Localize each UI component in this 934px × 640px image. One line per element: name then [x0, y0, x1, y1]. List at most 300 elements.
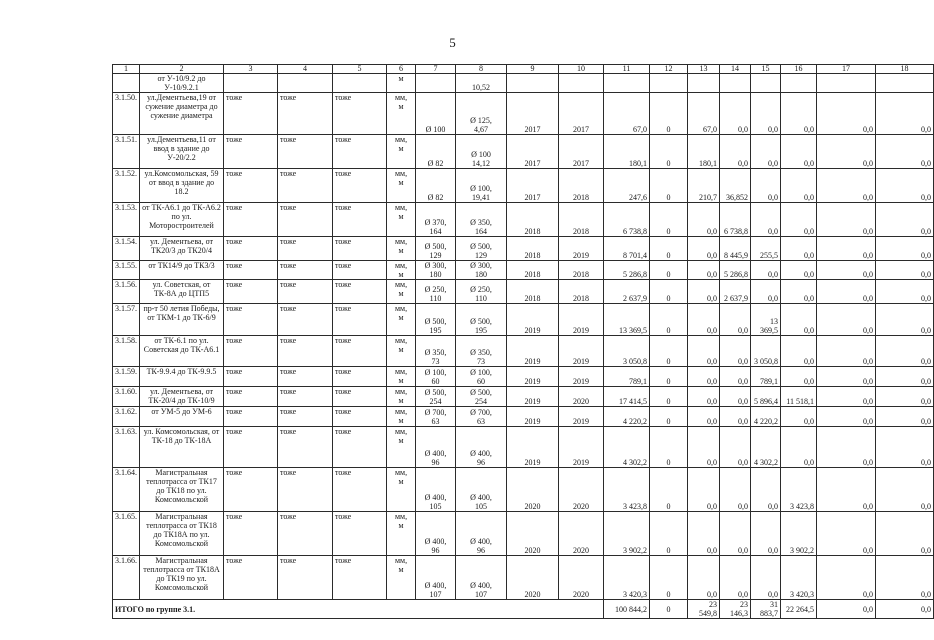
table-cell: 180,1	[688, 135, 720, 169]
table-cell: тоже	[333, 169, 387, 203]
table-cell: мм, м	[387, 512, 416, 556]
table-cell: 67,0	[604, 93, 650, 135]
table-cell: 210,7	[688, 169, 720, 203]
table-row	[113, 93, 934, 135]
table-cell: мм, м	[387, 367, 416, 387]
table-cell: Ø 100, 19,41	[456, 169, 507, 203]
column-number-row	[113, 65, 934, 74]
table-cell: 0,0	[817, 169, 876, 203]
table-cell: 0	[650, 556, 688, 600]
table-cell: 0,0	[876, 556, 934, 600]
table-row	[113, 512, 934, 556]
table-cell: 0,0	[720, 427, 751, 468]
column-number: 10	[559, 65, 604, 74]
column-number: 17	[817, 65, 876, 74]
table-cell: 0,0	[817, 336, 876, 367]
table-cell: тоже	[224, 304, 278, 336]
table-cell: 0,0	[688, 427, 720, 468]
table-cell: 0,0	[688, 512, 720, 556]
table-cell: Ø 400, 107	[416, 556, 456, 600]
table-cell: 2018	[559, 203, 604, 237]
table-cell: 0,0	[817, 304, 876, 336]
table-cell: 0,0	[720, 135, 751, 169]
table-cell: 2020	[507, 512, 559, 556]
column-number: 3	[224, 65, 278, 74]
table-cell: тоже	[333, 261, 387, 280]
table-cell: 2019	[559, 427, 604, 468]
table-cell: 3 423,8	[781, 468, 817, 512]
table-cell: 3 420,3	[781, 556, 817, 600]
table-row	[113, 407, 934, 427]
row-number: 3.1.57.	[113, 304, 140, 336]
total-value: 100 844,2	[604, 600, 650, 619]
table-cell: 2018	[559, 280, 604, 304]
object-name: ул. Советская, от ТК-8А до ЦТП5	[140, 280, 224, 304]
table-cell: 2020	[559, 512, 604, 556]
row-number: 3.1.53.	[113, 203, 140, 237]
table-cell: 0,0	[688, 468, 720, 512]
table-cell: 0,0	[781, 280, 817, 304]
table-cell: тоже	[224, 468, 278, 512]
total-value: 31 883,7	[751, 600, 781, 619]
table-cell: 0,0	[781, 407, 817, 427]
table-cell: тоже	[333, 407, 387, 427]
table-cell: тоже	[224, 336, 278, 367]
table-cell: тоже	[333, 336, 387, 367]
table-cell: 0	[650, 427, 688, 468]
table-cell: Ø 500, 254	[416, 387, 456, 407]
total-value: 0	[650, 600, 688, 619]
table-cell: тоже	[224, 93, 278, 135]
table-cell: 2019	[559, 367, 604, 387]
table-cell: 67,0	[688, 93, 720, 135]
table-cell: 0,0	[688, 237, 720, 261]
object-name: Магистральная теплотрасса от ТК18А до ТК19 по ул. Комсомольской	[140, 556, 224, 600]
table-cell: 3 902,2	[604, 512, 650, 556]
table-cell: 0,0	[751, 93, 781, 135]
table-cell: мм, м	[387, 135, 416, 169]
table-row	[113, 135, 934, 169]
table-cell: Ø 500, 254	[456, 387, 507, 407]
table-cell: тоже	[333, 203, 387, 237]
table-cell: тоже	[333, 427, 387, 468]
table-cell: тоже	[224, 427, 278, 468]
table-cell: 0,0	[817, 237, 876, 261]
table-cell: м	[387, 74, 416, 93]
table-cell: 0,0	[876, 280, 934, 304]
table-cell: Ø 500, 129	[416, 237, 456, 261]
table-cell	[751, 74, 781, 93]
table-cell: тоже	[333, 304, 387, 336]
table-cell: 4 220,2	[751, 407, 781, 427]
object-name: от У-10/9.2 до У-10/9.2.1	[140, 74, 224, 93]
table-cell: 0,0	[720, 93, 751, 135]
row-number: 3.1.52.	[113, 169, 140, 203]
table-cell: тоже	[333, 512, 387, 556]
table-cell: 0,0	[781, 203, 817, 237]
table-cell: тоже	[278, 387, 333, 407]
total-row	[113, 600, 934, 619]
table-cell: 8 445,9	[720, 237, 751, 261]
table-cell: Ø 350, 73	[416, 336, 456, 367]
row-number: 3.1.65.	[113, 512, 140, 556]
table-row	[113, 237, 934, 261]
table-cell: тоже	[333, 93, 387, 135]
table-cell: 0,0	[688, 261, 720, 280]
table-cell: 0,0	[876, 336, 934, 367]
table-cell: 789,1	[751, 367, 781, 387]
table-cell: 2018	[507, 261, 559, 280]
column-number: 2	[140, 65, 224, 74]
table-cell: 180,1	[604, 135, 650, 169]
table-cell: 0,0	[876, 387, 934, 407]
table-cell: тоже	[224, 512, 278, 556]
table-cell: 0,0	[688, 367, 720, 387]
table-cell: мм, м	[387, 261, 416, 280]
table-cell: 2017	[507, 93, 559, 135]
table-cell: 0,0	[751, 169, 781, 203]
table-cell: 0,0	[781, 93, 817, 135]
table-cell: тоже	[224, 169, 278, 203]
table-cell: 4 302,2	[604, 427, 650, 468]
table-cell: мм, м	[387, 556, 416, 600]
table-cell: тоже	[333, 468, 387, 512]
object-name: ул. Дементьева, от ТК20/3 до ТК20/4	[140, 237, 224, 261]
table-cell: тоже	[278, 367, 333, 387]
table-cell: тоже	[333, 280, 387, 304]
table-cell: мм, м	[387, 93, 416, 135]
table-cell: тоже	[333, 237, 387, 261]
table-cell: 0,0	[720, 367, 751, 387]
table-row	[113, 367, 934, 387]
table-cell: 0,0	[751, 512, 781, 556]
table-cell: 0,0	[751, 468, 781, 512]
table-row	[113, 468, 934, 512]
table-cell: 0	[650, 367, 688, 387]
table-cell: 13 369,5	[604, 304, 650, 336]
table-cell: 0,0	[720, 304, 751, 336]
table-cell: 0	[650, 468, 688, 512]
table-cell: 0	[650, 237, 688, 261]
table-cell: Ø 100	[416, 93, 456, 135]
table-cell: мм, м	[387, 280, 416, 304]
table-cell: тоже	[278, 556, 333, 600]
table-cell: 3 420,3	[604, 556, 650, 600]
table-cell: 0,0	[876, 169, 934, 203]
column-number: 13	[688, 65, 720, 74]
table-cell: 255,5	[751, 237, 781, 261]
table-cell: 0,0	[876, 237, 934, 261]
table-cell: 0	[650, 304, 688, 336]
table-cell: 0,0	[817, 512, 876, 556]
table-cell: 0,0	[876, 427, 934, 468]
column-number: 11	[604, 65, 650, 74]
table-cell: 2 637,9	[720, 280, 751, 304]
table-cell: 0,0	[688, 407, 720, 427]
table-cell: 2017	[507, 135, 559, 169]
table-cell: 0,0	[720, 336, 751, 367]
table-cell: 0,0	[876, 135, 934, 169]
table-cell: 0,0	[876, 93, 934, 135]
table-cell: Ø 400, 105	[456, 468, 507, 512]
table-cell: 0,0	[720, 512, 751, 556]
total-value: 23 146,3	[720, 600, 751, 619]
table-cell: 10,52	[456, 74, 507, 93]
table-cell: 6 738,8	[604, 203, 650, 237]
column-number: 1	[113, 65, 140, 74]
table-cell: мм, м	[387, 387, 416, 407]
table-cell: тоже	[278, 261, 333, 280]
table-cell: 11 518,1	[781, 387, 817, 407]
table-cell: 0,0	[781, 261, 817, 280]
table-cell: тоже	[333, 135, 387, 169]
table-cell	[876, 74, 934, 93]
table-cell: 13 369,5	[751, 304, 781, 336]
object-name: ул.Дементьева,11 от ввод в здание до У-20/2.2	[140, 135, 224, 169]
table-cell: 0,0	[688, 556, 720, 600]
table-cell: 0	[650, 135, 688, 169]
table-cell: 0,0	[688, 304, 720, 336]
table-cell: 0,0	[817, 367, 876, 387]
object-name: ул. Дементьева, от ТК-20/4 до ТК-10/9	[140, 387, 224, 407]
object-name: ТК-9.9.4 до ТК-9.9.5	[140, 367, 224, 387]
table-cell	[817, 74, 876, 93]
table-cell: Ø 300, 180	[416, 261, 456, 280]
column-number: 9	[507, 65, 559, 74]
table-cell: 0	[650, 169, 688, 203]
table-cell: 0,0	[688, 336, 720, 367]
table-cell: Ø 700, 63	[416, 407, 456, 427]
table-cell: 0,0	[781, 336, 817, 367]
table-cell: Ø 400, 105	[416, 468, 456, 512]
table-cell: 5 286,8	[720, 261, 751, 280]
table-cell: Ø 82	[416, 135, 456, 169]
table-cell: 0	[650, 280, 688, 304]
table-cell: тоже	[278, 512, 333, 556]
table-cell: 2019	[507, 367, 559, 387]
table-cell: 247,6	[604, 169, 650, 203]
table-cell: 0,0	[688, 280, 720, 304]
table-cell: тоже	[278, 203, 333, 237]
table-row	[113, 203, 934, 237]
table-cell: Ø 400, 96	[416, 427, 456, 468]
table-cell: тоже	[224, 556, 278, 600]
column-number: 18	[876, 65, 934, 74]
table-cell: Ø 250, 110	[456, 280, 507, 304]
table-cell: 2018	[507, 280, 559, 304]
total-value: 22 264,5	[781, 600, 817, 619]
table-cell: 2019	[559, 407, 604, 427]
table-cell: Ø 350, 73	[456, 336, 507, 367]
table-cell: 2019	[507, 427, 559, 468]
object-name: ул. Комсомольская, от ТК-18 до ТК-18А	[140, 427, 224, 468]
table-cell: Ø 400, 96	[456, 427, 507, 468]
table-cell: 2017	[559, 135, 604, 169]
object-name: от УМ-5 до УМ-6	[140, 407, 224, 427]
table-cell: тоже	[278, 169, 333, 203]
table-cell: тоже	[333, 387, 387, 407]
table-cell: 0,0	[817, 387, 876, 407]
row-number: 3.1.66.	[113, 556, 140, 600]
object-name: Магистральная теплотрасса от ТК17 до ТК18 по ул. Комсомольской	[140, 468, 224, 512]
table-cell: мм, м	[387, 304, 416, 336]
table-cell	[650, 74, 688, 93]
table-cell: 0,0	[720, 556, 751, 600]
table-cell: 2017	[507, 169, 559, 203]
column-number: 6	[387, 65, 416, 74]
table-cell: 3 050,8	[604, 336, 650, 367]
table-cell: 0,0	[688, 203, 720, 237]
total-label: ИТОГО по группе 3.1.	[113, 600, 604, 619]
object-name: от ТК-А6.1 до ТК-А6.2 по ул. Моторостроителей	[140, 203, 224, 237]
table-cell: 2020	[507, 468, 559, 512]
table-cell: Ø 125, 4,67	[456, 93, 507, 135]
table-cell: 0	[650, 512, 688, 556]
table-cell: Ø 100 14,12	[456, 135, 507, 169]
table-cell: 0,0	[751, 203, 781, 237]
table-cell: Ø 400, 96	[416, 512, 456, 556]
table-cell: 0,0	[751, 135, 781, 169]
total-value: 0,0	[817, 600, 876, 619]
table-cell: 2018	[559, 169, 604, 203]
table-cell: Ø 100, 60	[416, 367, 456, 387]
object-name: от ТК14/9 до ТК3/3	[140, 261, 224, 280]
row-number	[113, 74, 140, 93]
row-number: 3.1.50.	[113, 93, 140, 135]
table-cell: Ø 350, 164	[456, 203, 507, 237]
table-cell: 0,0	[751, 280, 781, 304]
column-number: 7	[416, 65, 456, 74]
row-number: 3.1.64.	[113, 468, 140, 512]
table-cell: тоже	[224, 367, 278, 387]
table-cell: 0	[650, 203, 688, 237]
column-number: 8	[456, 65, 507, 74]
table-cell: Ø 82	[416, 169, 456, 203]
row-number: 3.1.63.	[113, 427, 140, 468]
table-cell: мм, м	[387, 203, 416, 237]
table-cell: 0,0	[720, 407, 751, 427]
table-row	[113, 74, 934, 93]
table-cell: 0,0	[817, 407, 876, 427]
object-name: Магистральная теплотрасса от ТК18 до ТК18А по ул. Комсомольской	[140, 512, 224, 556]
column-number: 14	[720, 65, 751, 74]
table-cell: 0	[650, 261, 688, 280]
table-cell: 4 302,2	[751, 427, 781, 468]
table-cell: Ø 700, 63	[456, 407, 507, 427]
table-cell: 0	[650, 387, 688, 407]
table-cell: 0,0	[781, 169, 817, 203]
table-cell: мм, м	[387, 427, 416, 468]
table-cell: тоже	[224, 387, 278, 407]
table-row	[113, 336, 934, 367]
object-name: пр-т 50 летия Победы, от ТКМ-1 до ТК-6/9	[140, 304, 224, 336]
table-cell: 2020	[559, 468, 604, 512]
table-cell: 3 050,8	[751, 336, 781, 367]
table-cell: тоже	[278, 280, 333, 304]
table-cell: 0,0	[720, 468, 751, 512]
table-cell: 0,0	[751, 556, 781, 600]
table-cell: тоже	[224, 135, 278, 169]
table-cell: 0,0	[876, 261, 934, 280]
table-cell: 0,0	[817, 556, 876, 600]
table-cell: 2017	[559, 93, 604, 135]
table-cell: 3 902,2	[781, 512, 817, 556]
table-cell: 0,0	[817, 93, 876, 135]
table-cell: мм, м	[387, 407, 416, 427]
table-cell: 6 738,8	[720, 203, 751, 237]
table-cell: мм, м	[387, 468, 416, 512]
table-cell: 2 637,9	[604, 280, 650, 304]
table-cell	[781, 74, 817, 93]
table-cell: Ø 300, 180	[456, 261, 507, 280]
table-cell: Ø 500, 129	[456, 237, 507, 261]
table-cell: Ø 370, 164	[416, 203, 456, 237]
table-cell: 2019	[559, 237, 604, 261]
table-cell: тоже	[278, 407, 333, 427]
table-row	[113, 261, 934, 280]
table-cell: 0,0	[817, 135, 876, 169]
row-number: 3.1.60.	[113, 387, 140, 407]
table-cell: 0,0	[876, 304, 934, 336]
table-cell: тоже	[224, 261, 278, 280]
table-cell: тоже	[278, 93, 333, 135]
table-cell: 2019	[507, 336, 559, 367]
table-cell	[224, 74, 278, 93]
table-row	[113, 556, 934, 600]
table-cell: тоже	[224, 280, 278, 304]
table-cell: тоже	[224, 237, 278, 261]
table-cell: мм, м	[387, 237, 416, 261]
table-cell: 0,0	[876, 203, 934, 237]
table-cell: Ø 500, 195	[416, 304, 456, 336]
row-number: 3.1.56.	[113, 280, 140, 304]
total-value: 0,0	[876, 600, 934, 619]
table-row	[113, 427, 934, 468]
table-cell: тоже	[278, 237, 333, 261]
table-cell: 0,0	[751, 261, 781, 280]
row-number: 3.1.58.	[113, 336, 140, 367]
table-cell: 17 414,5	[604, 387, 650, 407]
table-cell: 0,0	[876, 468, 934, 512]
table-cell: тоже	[224, 407, 278, 427]
table-cell: Ø 500, 195	[456, 304, 507, 336]
table-cell: тоже	[333, 367, 387, 387]
table-cell: 4 220,2	[604, 407, 650, 427]
object-name: ул.Дементьева,19 от сужение диаметра до сужение диаметра	[140, 93, 224, 135]
table-cell: 0,0	[781, 237, 817, 261]
table-cell: 0	[650, 407, 688, 427]
table-cell: 0,0	[817, 468, 876, 512]
table-cell: 2019	[559, 304, 604, 336]
total-value: 23 549,8	[688, 600, 720, 619]
table-cell: 0,0	[876, 367, 934, 387]
table-cell: Ø 400, 107	[456, 556, 507, 600]
table-cell: 36,852	[720, 169, 751, 203]
table-cell: 0	[650, 93, 688, 135]
table-cell: 0,0	[876, 512, 934, 556]
table-cell: 2018	[507, 203, 559, 237]
column-number: 12	[650, 65, 688, 74]
object-name: от ТК-6.1 по ул. Советская до ТК-А6.1	[140, 336, 224, 367]
table-cell	[333, 74, 387, 93]
table-cell: 2019	[507, 387, 559, 407]
table-cell: 8 701,4	[604, 237, 650, 261]
table-row	[113, 280, 934, 304]
table-cell: 2019	[559, 336, 604, 367]
table-cell: тоже	[278, 468, 333, 512]
table-cell: Ø 100, 60	[456, 367, 507, 387]
table-row	[113, 304, 934, 336]
